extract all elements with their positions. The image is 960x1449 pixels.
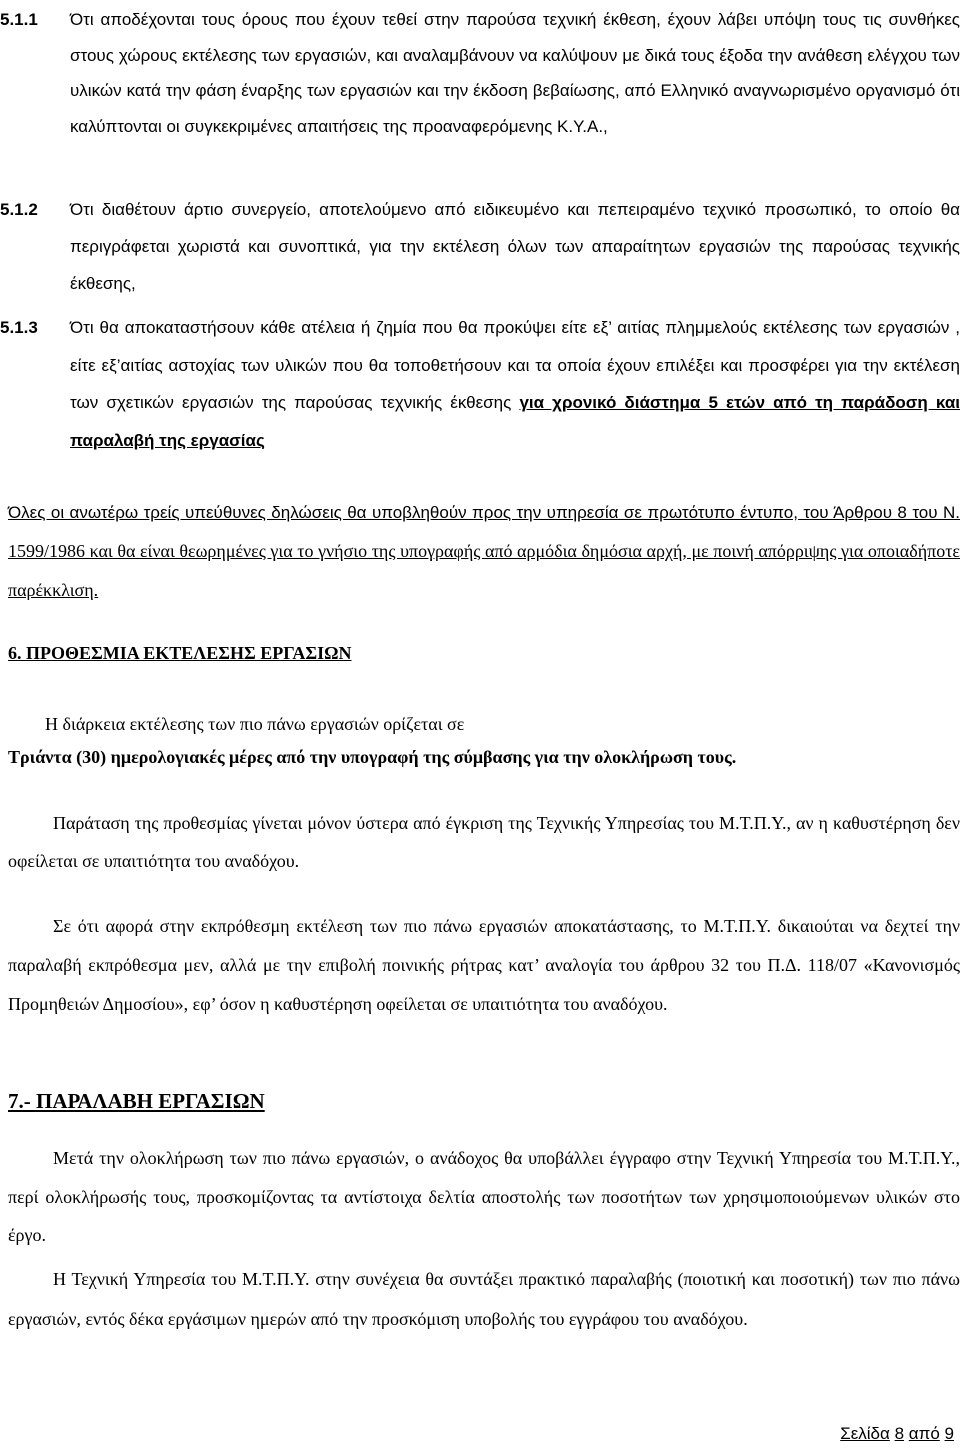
clause-text: Ότι διαθέτουν άρτιο συνεργείο, αποτελούμενο από ειδικευμένο και πεπειραμένο τεχνικό προσωπικό, το οποίο θα περιγράφεται χωριστά και συνοπτικά, για την εκτέλεση όλων των απαραίτητων εργασιών της παρούσας τεχνικής έκθεσης, xyxy=(70,200,960,293)
clause-text xyxy=(70,309,960,459)
clause-number: 5.1.2 xyxy=(0,200,38,219)
section-6-heading: 6. ΠΡΟΘΕΣΜΙΑ ΕΚΤΕΛΕΣΗΣ ΕΡΓΑΣΙΩΝ xyxy=(8,643,352,663)
page-total: 9 xyxy=(944,1424,954,1443)
section-6-extension: Παράταση της προθεσμίας γίνεται μόνον ύστερα από έγκριση της Τεχνικής Υπηρεσίας του Μ.Τ.Π.Υ., αν η καθυστέρηση δεν οφείλεται σε υπαιτιότητα του αναδόχου. xyxy=(8,813,960,871)
declaration-part-1: Όλες οι ανωτέρω τρείς υπεύθυνες δηλώσεις θα υποβληθούν προς την υπηρεσία σε πρωτότυπο έντυπο, του Άρθρου 8 του Ν. xyxy=(8,503,960,522)
section-7-acceptance: Η Τεχνική Υπηρεσία του Μ.Τ.Π.Υ. στην συνέχεια θα συντάξει πρακτικό παραλαβής (ποιοτική και ποσοτική) των πιο πάνω εργασιών, εντός δέκα εργάσιμων ημερών από την προσκόμιση υποβολής του εγγράφου του αναδόχου. xyxy=(8,1269,960,1329)
clause-5-1-1 xyxy=(0,2,960,144)
clause-number: 5.1.3 xyxy=(0,318,38,337)
clause-body: Ότι θα αποκαταστήσουν κάθε ατέλεια ή ζημία που θα προκύψει είτε εξ’ αιτίας πλημμελούς εκτέλεσης των εργασιών , είτε εξ’αιτίας αστοχίας των υλικών που θα τοποθετήσουν και τα οποία έχουν επιλέξει και προσφέρει για την εκτέλεση των σχετικών εργασιών της παρούσας τεχνικής έκθεσης xyxy=(70,318,960,412)
section-6-intro: Η διάρκεια εκτέλεσης των πιο πάνω εργασιών ορίζεται σε xyxy=(45,714,465,734)
page-footer xyxy=(840,1424,954,1444)
page-number: 8 xyxy=(894,1424,905,1443)
section-6-duration: Τριάντα (30) ημερολογιακές μέρες από την υπογραφή της σύμβασης για την ολοκλήρωση τους. xyxy=(8,747,737,767)
clause-5-1-2 xyxy=(0,191,960,302)
declaration-paragraph xyxy=(8,494,960,610)
clause-5-1-3 xyxy=(0,309,960,459)
page-label: Σελίδα xyxy=(840,1424,890,1443)
page-of: από xyxy=(908,1424,940,1443)
clause-text: Ότι αποδέχονται τους όρους που έχουν τεθεί στην παρούσα τεχνική έκθεση, έχουν λάβει υπόψη τους τις συνθήκες στους χώρους εκτέλεσης των εργασιών, και αναλαμβάνουν να καλύψουν με δικά τους έξοδα την ανάθεση ελέγχου των υλικών κατά την φάση έναρξης των εργασιών και την έκδοση βεβαίωσης, από Ελληνικό αναγνωρισμένο οργανισμό ότι καλύπτονται οι συγκεκριμένες απαιτήσεις της προαναφερόμενης Κ.Υ.Α., xyxy=(70,10,960,136)
section-6-penalty: Σε ότι αφορά στην εκπρόθεσμη εκτέλεση των πιο πάνω εργασιών αποκατάστασης, το Μ.Τ.Π.Υ. δικαιούται να δεχτεί την παραλαβή εκπρόθεσμα μεν, αλλά με την επιβολή ποινικής ρήτρας κατ’ αναλογία του άρθρου 32 του Π.Δ. 118/07 «Κανονισμός Προμηθειών Δημοσίου», εφ’ όσον η καθυστέρηση οφείλεται σε υπαιτιότητα του αναδόχου. xyxy=(8,916,960,1014)
section-7-completion: Μετά την ολοκλήρωση των πιο πάνω εργασιών, ο ανάδοχος θα υποβάλλει έγγραφο στην Τεχνική Υπηρεσία του Μ.Τ.Π.Υ., περί ολοκλήρωσής τους, προσκομίζοντας τα αντίστοιχα δελτία αποστολής των ποσοτήτων των χρησιμοποιούμενων υλικών στο έργο. xyxy=(8,1148,960,1245)
declaration-part-2: 1599/1986 και θα είναι θεωρημένες για το γνήσιο της υπογραφής από αρμόδια δημόσια αρχή, με ποινή απόρριψης για οποιαδήποτε παρέκκλιση. xyxy=(8,541,960,600)
clause-number: 5.1.1 xyxy=(0,10,38,29)
warranty-period: για χρονικό διάστημα 5 ετών από τη παράδοση και παραλαβή της εργασίας xyxy=(70,393,960,450)
section-7-heading: 7.- ΠΑΡΑΛΑΒΗ ΕΡΓΑΣΙΩΝ xyxy=(8,1089,265,1113)
